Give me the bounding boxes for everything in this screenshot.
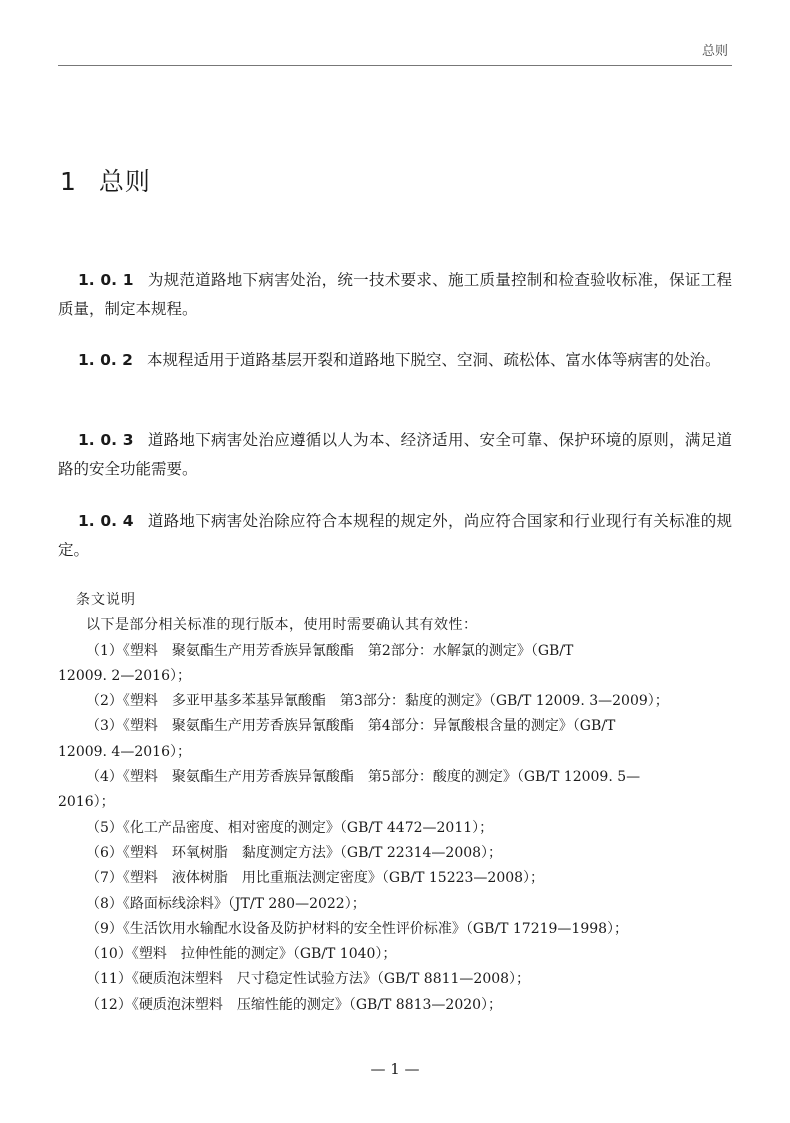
reference-line: （2）《塑料 多亚甲基多苯基异氰酸酯 第3部分：黏度的测定》（GB/T 12009. 3—2009）； <box>86 693 669 710</box>
header-divider <box>58 65 732 66</box>
explanation-intro: 以下是部分相关标准的现行版本，使用时需要确认其有效性： <box>86 617 478 634</box>
reference-item <box>58 892 732 917</box>
explanation-heading: 条文说明 <box>76 592 136 608</box>
reference-item <box>58 765 732 816</box>
clause-1-0-2 <box>58 346 732 375</box>
reference-line: （4）《塑料 聚氨酯生产用芳香族异氰酸酯 第5部分：酸度的测定》（GB/T 12009. 5— <box>86 769 641 786</box>
reference-line: （12）《硬质泡沫塑料 压缩性能的测定》（GB/T 8813—2020）； <box>86 996 503 1013</box>
clause-number: 1. 0. 1 <box>78 271 134 289</box>
running-header: 总则 <box>701 44 728 59</box>
clause-number: 1. 0. 2 <box>78 351 133 369</box>
reference-line-continued: 12009. 2—2016）； <box>58 667 191 684</box>
reference-item <box>58 993 732 1018</box>
clause-text: 道路地下病害处治除应符合本规程的规定外，尚应符合国家和行业现行有关标准的规定。 <box>58 512 732 559</box>
clause-number: 1. 0. 4 <box>78 512 134 530</box>
reference-item <box>58 639 732 690</box>
clause-1-0-1 <box>58 266 732 324</box>
reference-list <box>58 639 732 1018</box>
clause-1-0-4 <box>58 507 732 565</box>
reference-line: （1）《塑料 聚氨酯生产用芳香族异氰酸酯 第2部分：水解氯的测定》（GB/T <box>86 642 574 659</box>
reference-item <box>58 689 732 714</box>
chapter-title <box>60 162 151 198</box>
clause-explanation <box>58 588 732 1018</box>
reference-line-continued: 12009. 4—2016）； <box>58 743 191 760</box>
clause-number: 1. 0. 3 <box>78 431 134 449</box>
reference-line: （10）《塑料 拉伸性能的测定》（GB/T 1040）； <box>86 946 397 963</box>
reference-item <box>58 967 732 992</box>
clause-1-0-3 <box>58 426 732 484</box>
reference-item <box>58 816 732 841</box>
reference-line: （7）《塑料 液体树脂 用比重瓶法测定密度》（GB/T 15223—2008）； <box>86 870 545 887</box>
clause-text: 道路地下病害处治应遵循以人为本、经济适用、安全可靠、保护环境的原则，满足道路的安全功能需要。 <box>58 431 732 478</box>
reference-line: （11）《硬质泡沫塑料 尺寸稳定性试验方法》（GB/T 8811—2008）； <box>86 971 531 988</box>
reference-item <box>58 866 732 891</box>
chapter-number: 1 <box>60 167 77 196</box>
reference-line-continued: 2016）； <box>58 794 115 811</box>
reference-item <box>58 942 732 967</box>
reference-line: （9）《生活饮用水输配水设备及防护材料的安全性评价标准》（GB/T 17219—1998）； <box>86 920 629 937</box>
reference-item <box>58 917 732 942</box>
clause-text: 本规程适用于道路基层开裂和道路地下脱空、空洞、疏松体、富水体等病害的处治。 <box>146 351 721 369</box>
page-number: — 1 — <box>370 1060 420 1078</box>
reference-line: （8）《路面标线涂料》（JT/T 280—2022）； <box>86 895 366 912</box>
clause-text: 为规范道路地下病害处治，统一技术要求、施工质量控制和检查验收标准，保证工程质量，制定本规程。 <box>58 271 732 318</box>
reference-line: （3）《塑料 聚氨酯生产用芳香族异氰酸酯 第4部分：异氰酸根含量的测定》（GB/T <box>86 718 616 735</box>
chapter-title-text: 总则 <box>98 167 151 196</box>
reference-item <box>58 841 732 866</box>
reference-line: （6）《塑料 环氧树脂 黏度测定方法》（GB/T 22314—2008）； <box>86 844 503 861</box>
reference-line: （5）《化工产品密度、相对密度的测定》（GB/T 4472—2011）； <box>86 819 494 836</box>
reference-item <box>58 714 732 765</box>
